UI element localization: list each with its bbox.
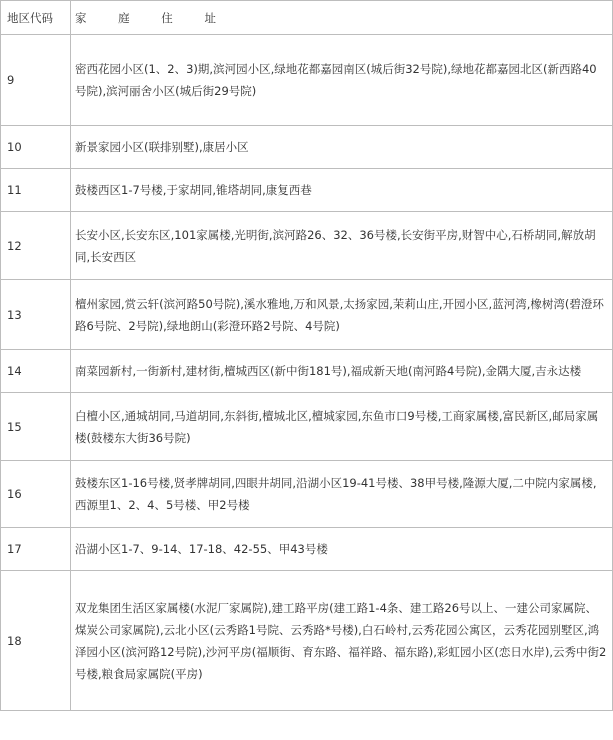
table-row — [1, 212, 613, 280]
row-code: 14 — [1, 350, 71, 393]
row-code: 9 — [1, 35, 71, 126]
row-code: 18 — [1, 571, 71, 711]
row-address: 南菜园新村,一街新村,建材街,檀城西区(新中街181号),福成新天地(南河路4号院),金隅大厦,吉永达楼 — [71, 350, 613, 393]
row-code: 13 — [1, 280, 71, 350]
row-address: 白檀小区,通城胡同,马道胡同,东斜街,檀城北区,檀城家园,东鱼市口9号楼,工商家属楼,富民新区,邮局家属楼(鼓楼东大街36号院) — [71, 393, 613, 461]
table-row — [1, 350, 613, 393]
row-code: 17 — [1, 528, 71, 571]
row-code: 12 — [1, 212, 71, 280]
header-code: 地区代码 — [1, 1, 71, 35]
table-row — [1, 461, 613, 528]
header-address: 家 庭 住 址 — [71, 1, 613, 35]
table-row — [1, 126, 613, 169]
row-address: 长安小区,长安东区,101家属楼,光明街,滨河路26、32、36号楼,长安街平房,财智中心,石桥胡同,解放胡同,长安西区 — [71, 212, 613, 280]
row-code: 11 — [1, 169, 71, 212]
header-row — [1, 1, 613, 35]
row-code: 10 — [1, 126, 71, 169]
table-row — [1, 528, 613, 571]
table-row — [1, 393, 613, 461]
table-row — [1, 35, 613, 126]
row-code: 16 — [1, 461, 71, 528]
row-code: 15 — [1, 393, 71, 461]
row-address: 双龙集团生活区家属楼(水泥厂家属院),建工路平房(建工路1-4条、建工路26号以上、一建公司家属院、煤炭公司家属院),云北小区(云秀路1号院、云秀路*号楼),白石岭村,云秀花园公寓区，云秀花园别墅区,鸿泽园小区(滨河路12号院),沙河平房(福顺街、育东路、福祥路、福东路),彩虹园小区(恋日水岸),云秀中街2号楼,粮食局家属院(平房) — [71, 571, 613, 711]
row-address: 沿湖小区1-7、9-14、17-18、42-55、甲43号楼 — [71, 528, 613, 571]
row-address: 鼓楼东区1-16号楼,贤孝牌胡同,四眼井胡同,沿湖小区19-41号楼、38甲号楼,隆源大厦,二中院内家属楼,西源里1、2、4、5号楼、甲2号楼 — [71, 461, 613, 528]
row-address: 檀州家园,赏云轩(滨河路50号院),溪水雅地,万和风景,太扬家园,茉莉山庄,开园小区,蓝河湾,橡树湾(碧澄环路6号院、2号院),绿地朗山(彩澄环路2号院、4号院) — [71, 280, 613, 350]
row-address: 密西花园小区(1、2、3)期,滨河园小区,绿地花都嘉园南区(城后街32号院),绿地花都嘉园北区(新西路40号院),滨河丽舍小区(城后街29号院) — [71, 35, 613, 126]
table-row — [1, 280, 613, 350]
table-row — [1, 169, 613, 212]
row-address: 鼓楼西区1-7号楼,于家胡同,锥塔胡同,康复西巷 — [71, 169, 613, 212]
row-address: 新景家园小区(联排别墅),康居小区 — [71, 126, 613, 169]
table-row — [1, 571, 613, 711]
